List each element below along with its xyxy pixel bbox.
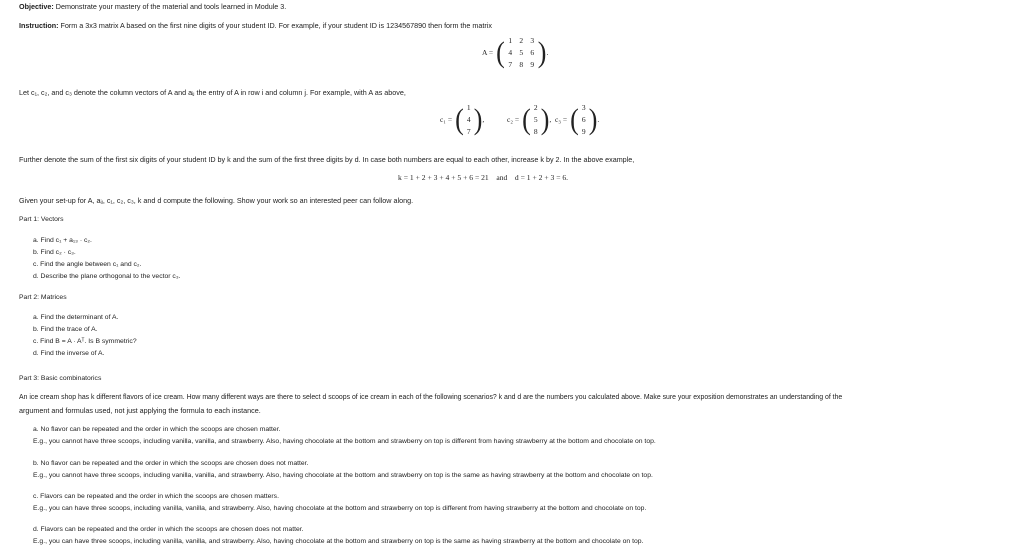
kd-text: Further denote the sum of the first six digits of your student ID by k and the sum of the first three digits by d. In case both numbers are equal to each other, increase k by 2. In the above example, (19, 155, 635, 164)
matrix-cell: 7 (508, 60, 513, 69)
vector-entry: 5 (533, 115, 538, 124)
c2-trail: , (549, 115, 552, 124)
part1-item-b: b. Find c₂ · c₃. (33, 249, 76, 256)
c1-trail: , (482, 115, 485, 124)
scenario-a-example: E.g., you cannot have three scoops, including vanilla, vanilla, and strawberry. Also, having chocolate at the bottom and strawberry on top is different from having strawberry at the bottom and chocolate on top. (33, 438, 656, 445)
right-paren: ) (537, 35, 547, 69)
matrix-cell: 3 (530, 36, 535, 45)
vector-entry: 1 (466, 103, 471, 112)
part3-intro-line1: An ice cream shop has k different flavors of ice cream. How many different ways are there to select d scoops of ice cream in each of the following scenarios? k and d are the numbers you calculated above. Make sure your exposition demonstrates an understanding of the (19, 394, 843, 401)
scenario-d-title: d. Flavors can be repeated and the order in which the scoops are chosen does not matter. (33, 526, 304, 533)
given-text: Given your set-up for A, aᵢⱼ, c₁, c₂, c₃, k and d compute the following. Show your work so an interested peer can follow along. (19, 196, 414, 205)
column-vector-c2 (507, 103, 551, 136)
c3-values (579, 103, 589, 136)
c1-label: c₁ = (440, 115, 453, 124)
part2-item-d: d. Find the inverse of A. (33, 350, 105, 357)
matrix-cell: 1 (508, 36, 513, 45)
scenario-c-example: E.g., you can have three scoops, including vanilla, vanilla, and strawberry. Also, having chocolate at the bottom and strawberry on top is different from having strawberry at the bottom and chocolate on top. (33, 505, 647, 512)
objective-line (19, 3, 286, 10)
right-paren: ) (473, 102, 483, 136)
part1-title: Part 1: Vectors (19, 216, 64, 223)
scenario-b-example: E.g., you cannot have three scoops, including vanilla, vanilla, and strawberry. Also, having chocolate at the bottom and strawberry on top is the same as having strawberry at the bottom and chocolate on top. (33, 472, 653, 479)
scenario-a-title: a. No flavor can be repeated and the order in which the scoops are chosen matter. (33, 426, 281, 433)
left-paren: ( (455, 102, 464, 136)
part2-item-b: b. Find the trace of A. (33, 326, 98, 333)
c2-values (531, 103, 541, 136)
matrix-cell: 8 (519, 60, 524, 69)
column-vector-c3 (555, 103, 599, 136)
left-paren: ( (522, 102, 531, 136)
scenario-c-title: c. Flavors can be repeated and the order in which the scoops are chosen matters. (33, 493, 279, 500)
kd-equation: k = 1 + 2 + 3 + 4 + 5 + 6 = 21 and d = 1 + 2 + 3 = 6. (398, 173, 569, 182)
columns-intro: Let c₁, c₂, and c₃ denote the column vectors of A and aᵢⱼ the entry of A in row i and column j. For example, with A as above, (19, 88, 406, 97)
objective-label: Objective: (19, 2, 54, 11)
scenario-b-title: b. No flavor can be repeated and the order in which the scoops are chosen does not matter. (33, 460, 309, 467)
vector-entry: 8 (533, 127, 538, 136)
part1-item-c: c. Find the angle between c₁ and c₂. (33, 261, 142, 268)
matrix-a-grid (505, 36, 538, 69)
column-vector-c1 (440, 103, 484, 136)
vector-entry: 2 (533, 103, 538, 112)
objective-text: Demonstrate your mastery of the material and tools learned in Module 3. (53, 2, 287, 11)
instruction-label: Instruction: (19, 21, 59, 30)
right-paren: ) (540, 102, 550, 136)
c2-label: c₂ = (507, 115, 520, 124)
matrix-cell: 4 (508, 48, 513, 57)
vector-entry: 9 (581, 127, 586, 136)
part1-item-d: d. Describe the plane orthogonal to the vector c₃. (33, 273, 181, 280)
vector-entry: 6 (581, 115, 586, 124)
c1-values (464, 103, 474, 136)
part3-intro-line2: argument and formulas used, not just applying the formula to each instance. (19, 406, 261, 415)
instruction-line (19, 22, 492, 29)
part2-title: Part 2: Matrices (19, 294, 67, 301)
c3-label: c₃ = (555, 115, 568, 124)
right-paren: ) (588, 102, 598, 136)
instruction-text: Form a 3x3 matrix A based on the first nine digits of your student ID. For example, if your student ID is 1234567890 then form the matrix (58, 21, 492, 30)
part1-item-a: a. Find c₁ + a₁₃ · c₂. (33, 237, 92, 244)
matrix-a-label: A = (482, 48, 494, 57)
scenario-d-example: E.g., you can have three scoops, including vanilla, vanilla, and strawberry. Also, having chocolate at the bottom and strawberry on top is the same as having strawberry at the bottom and chocolate on top. (33, 538, 644, 545)
vector-entry: 4 (466, 115, 471, 124)
matrix-cell: 5 (519, 48, 524, 57)
matrix-cell: 9 (530, 60, 535, 69)
part2-item-c: c. Find B = A · Aᵀ. Is B symmetric? (33, 338, 137, 345)
part2-item-a: a. Find the determinant of A. (33, 314, 119, 321)
matrix-a-trail: . (546, 48, 549, 57)
matrix-cell: 2 (519, 36, 524, 45)
left-paren: ( (570, 102, 579, 136)
matrix-cell: 6 (530, 48, 535, 57)
vector-entry: 3 (581, 103, 586, 112)
vector-entry: 7 (466, 127, 471, 136)
left-paren: ( (496, 35, 505, 69)
matrix-a-example (482, 36, 548, 69)
c3-trail: . (597, 115, 600, 124)
part3-title: Part 3: Basic combinatorics (19, 375, 102, 382)
